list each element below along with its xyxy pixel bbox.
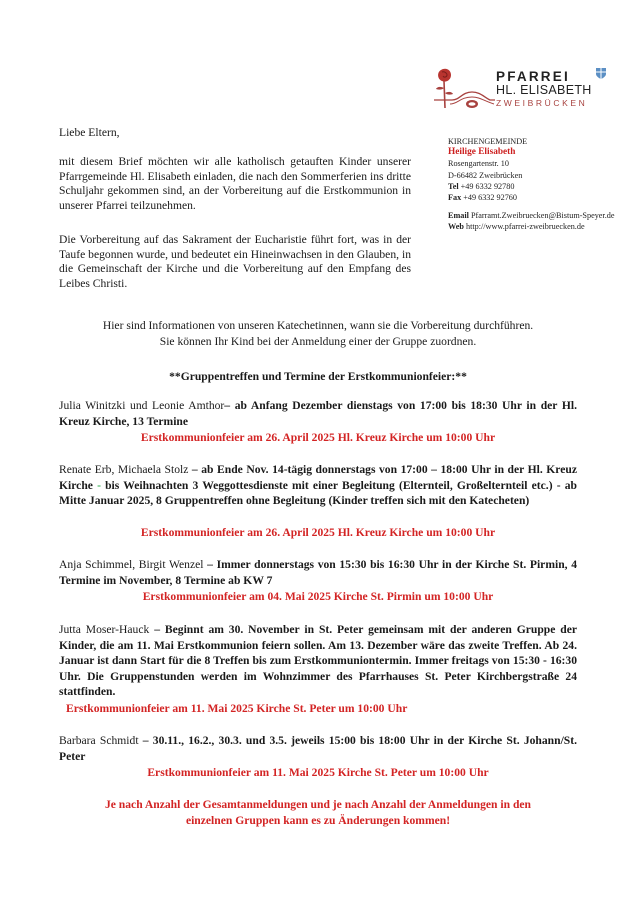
parish-logo xyxy=(432,64,632,114)
group-details: – Beginnt am 30. November in St. Peter gemeinsam mit der anderen Gruppe der Kinder, die am 11. Mai Erstkommunion feiern sollen. Am 13. Dezember wäre das zweite Treffen. Ab 24. Januar ist dann Start für die 8 Treffen bis zum Erstkommuniontermin. Immer freitags von 15:30 - 16:30 Uhr. Die Gruppenstunden werden im Wohnzimmer des Pfarrhauses St. Peter Kirchbergstraße 24 stattfinden. xyxy=(59,623,577,699)
group-details: – Immer donnerstags von 15:30 bis 16:30 Uhr in der Kirche St. Pirmin, 4 Termine im November, 8 Termine ab KW 7 xyxy=(59,558,577,587)
celebration-date: Erstkommunionfeier am 04. Mai 2025 Kirche St. Pirmin um 10:00 Uhr xyxy=(142,590,494,603)
paragraph-invitation: mit diesem Brief möchten wir alle katholisch getauften Kinder unserer Pfarrgemeinde Hl. Elisabeth einladen, die nach den Sommerferien ins dritte Schuljahr gekommen sind, an der Vorbereitung auf die Erstkommunion in unserer Pfarrei teilzunehmen. xyxy=(59,155,411,212)
fax-number: +49 6332 92760 xyxy=(463,193,517,203)
group-entry xyxy=(59,622,577,700)
shield-icon xyxy=(596,68,606,79)
intro-line-1: Hier sind Informationen von unseren Katechetinnen, wann sie die Vorbereitung durchführen. xyxy=(102,319,534,332)
celebration-date: Erstkommunionfeier am 26. April 2025 Hl. Kreuz Kirche um 10:00 Uhr xyxy=(140,526,496,539)
separator-dash: - xyxy=(97,478,101,492)
catechists: Julia Winitzki und Leonie Amthor xyxy=(59,399,225,412)
group-details: – 30.11., 16.2., 30.3. und 3.5. jeweils 15:00 bis 18:00 Uhr in der Kirche St. Johann/St. Peter xyxy=(59,734,577,763)
email-link[interactable]: Pfarramt.Zweibruecken@Bistum-Speyer.de xyxy=(470,211,615,221)
changes-notice xyxy=(40,797,596,829)
catechists: Jutta Moser-Hauck xyxy=(59,623,150,636)
city: D-66482 Zweibrücken xyxy=(448,170,523,180)
org-type: KIRCHENGEMEINDE xyxy=(448,137,528,146)
group-details-continued: bis Weihnachten 3 Weggottesdienste mit einer Begleitung (Elternteil, Großelternteil etc.) - ab Mitte Januar 2025, 8 Gruppentreffen ohne Begleitung (Kinder treffen sich mit den Katecheten) xyxy=(59,478,577,508)
group-entry xyxy=(59,462,577,509)
group-entry xyxy=(59,733,577,764)
celebration-date: Erstkommunionfeier am 11. Mai 2025 Kirche St. Peter um 10:00 Uhr xyxy=(147,766,489,779)
group-details: – ab Anfang Dezember dienstags von 17:00 bis 18:30 Uhr in der Hl. Kreuz Kirche, 13 Termine xyxy=(59,399,577,428)
salutation: Liebe Eltern, xyxy=(59,126,120,139)
celebration-date: Erstkommunionfeier am 11. Mai 2025 Kirche St. Peter um 10:00 Uhr xyxy=(66,702,408,715)
logo-subtitle: HL. ELISABETH xyxy=(496,83,592,97)
section-heading: **Gruppentreffen und Termine der Erstkommunionfeier:** xyxy=(169,370,467,383)
rose-icon xyxy=(432,64,496,114)
phone-number: +49 6332 92780 xyxy=(460,181,515,191)
fax-line: Fax +49 6332 92760 xyxy=(448,193,517,203)
notice-line-2: einzelnen Gruppen kann es zu Änderungen kommen! xyxy=(185,814,451,827)
notice-line-1: Je nach Anzahl der Gesamtanmeldungen und je nach Anzahl der Anmeldungen in den xyxy=(104,798,532,811)
parish-address-block xyxy=(448,136,633,233)
parish-name: Heilige Elisabeth xyxy=(448,147,516,158)
street: Rosengartenstr. 10 xyxy=(448,159,509,169)
group-entry xyxy=(59,557,577,588)
catechists: Barbara Schmidt xyxy=(59,734,139,747)
logo-title: PFARREI xyxy=(496,69,570,84)
group-entry xyxy=(59,398,577,429)
web-line: Web http://www.pfarrei-zweibruecken.de xyxy=(448,222,585,232)
phone-line: Tel +49 6332 92780 xyxy=(448,181,515,191)
paragraph-sacrament: Die Vorbereitung auf das Sakrament der Eucharistie führt fort, was in der Taufe begonnen wurde, und bedeutet ein Hineinwachsen in den Glauben, in die Gemeinschaft der Kirche und die Vorbereitung auf den Empfang des Leibes Christi. xyxy=(59,233,411,290)
intro-line-2: Sie können Ihr Kind bei der Anmeldung einer der Gruppe zuordnen. xyxy=(159,334,477,348)
logo-city: ZWEIBRÜCKEN xyxy=(496,98,588,108)
web-link[interactable]: http://www.pfarrei-zweibruecken.de xyxy=(465,222,585,232)
catechists: Renate Erb, Michaela Stolz xyxy=(59,463,189,476)
intro-text xyxy=(40,318,596,349)
catechists: Anja Schimmel, Birgit Wenzel xyxy=(59,558,204,571)
email-line: Email Pfarramt.Zweibruecken@Bistum-Speyer.de xyxy=(448,211,615,221)
group-details: – ab Ende Nov. 14-tägig donnerstags von 17:00 – 18:00 Uhr in der Hl. Kreuz Kirche xyxy=(59,463,577,492)
celebration-date: Erstkommunionfeier am 26. April 2025 Hl. Kreuz Kirche um 10:00 Uhr xyxy=(140,431,496,444)
